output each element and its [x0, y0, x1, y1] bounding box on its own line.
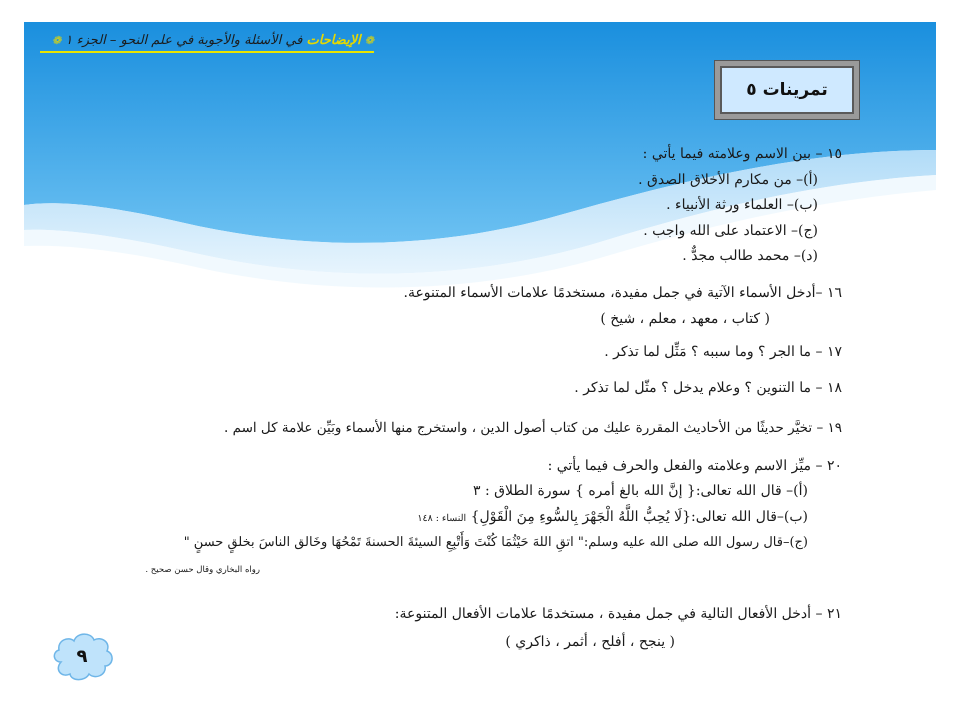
- q20-c-ref: رواه البخاري وقال حسن صحيح .: [145, 565, 260, 575]
- q15-item-d: (د)– محمد طالب مجدٌّ .: [682, 248, 818, 264]
- q20-b: [417, 507, 808, 529]
- header-brand: الإيضاحات: [306, 33, 361, 48]
- q20-a: (أ)– قال الله تعالى:{ إنَّ الله بالغ أمره } سورة الطلاق : ٣: [473, 483, 808, 499]
- header-ornament-left: ❁: [52, 34, 62, 47]
- title-box: [714, 60, 860, 120]
- header-subtitle: في الأسئلة والأجوبة في علم النحو – الجزء ١: [65, 33, 303, 48]
- q15-item-c: (ج)– الاعتماد على الله واجب .: [643, 223, 818, 239]
- q20-b-main: (ب)–قال الله تعالى:{لَا يُحِبُّ اللَّهُ الْجَهْرَ بِالسُّوءِ مِنَ الْقَوْلِ}: [470, 509, 808, 525]
- q15-item-a: (أ)– من مكارم الأخلاق الصدق .: [638, 172, 818, 188]
- title-label: تمرينات ٥: [720, 66, 854, 114]
- q20-c: (ج)–قال رسول الله صلى الله عليه وسلم:" اتقِ اللهَ حَيْثُمَا كُنْتَ وَأَتْبِعِ السيئةَ الحسنةَ تَمْحُهَا وخَالق الناسَ بخلقٍ حسنٍ ": [183, 535, 808, 550]
- q18-text: ١٨ – ما التنوين ؟ وعلام يدخل ؟ مثّل لما تذكر .: [574, 380, 842, 396]
- page-number-badge: [49, 628, 115, 684]
- q20-b-ref: النساء : ١٤٨: [417, 513, 467, 524]
- q21-text: ٢١ – أدخل الأفعال التالية في جمل مفيدة ، مستخدمًا علامات الأفعال المتنوعة:: [394, 606, 842, 622]
- header-line: [40, 33, 374, 53]
- q21-words: ( ينجح ، أفلح ، أثمر ، ذاكري ): [505, 634, 675, 650]
- q16-text: ١٦ –أدخل الأسماء الآتية في جمل مفيدة، مستخدمًا علامات الأسماء المتنوعة.: [403, 285, 842, 301]
- q16-words: ( كتاب ، معهد ، معلم ، شيخ ): [600, 311, 770, 327]
- header-ornament-right: ❁: [364, 34, 374, 47]
- q19-text: ١٩ – تخيَّر حديثًا من الأحاديث المقررة عليك من كتاب أصول الدين ، واستخرج منها الأسماء وبَيِّن علامة كل اسم .: [224, 420, 842, 436]
- q15-item-b: (ب)– العلماء ورثة الأنبياء .: [666, 197, 818, 213]
- q20-text: ٢٠ – ميِّز الاسم وعلامته والفعل والحرف فيما يأتي :: [547, 458, 842, 474]
- q17-text: ١٧ – ما الجر ؟ وما سببه ؟ مَثِّل لما تذكر .: [604, 344, 842, 360]
- page-number: ٩: [76, 645, 88, 667]
- q15-text: ١٥ – بين الاسم وعلامته فيما يأتي :: [642, 146, 842, 162]
